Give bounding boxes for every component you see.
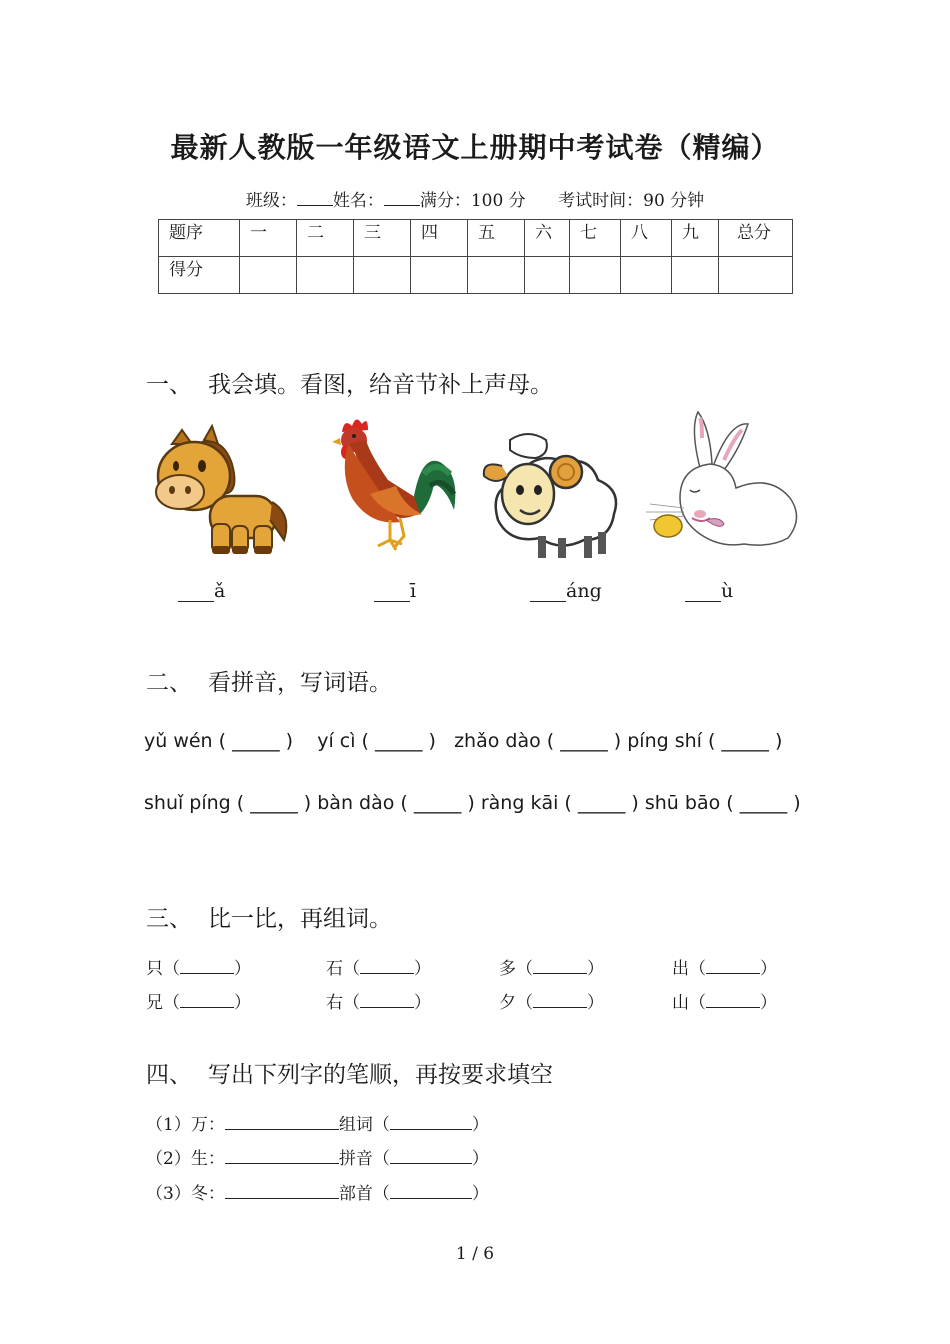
phonetic-final: áng (566, 580, 602, 602)
pinyin-item[interactable]: píng shí ( _____ ) (627, 730, 783, 752)
answer-line[interactable] (706, 959, 760, 974)
score-table-cell: 一 (240, 220, 297, 257)
compare-char: 多 (499, 959, 516, 979)
item-label: （2）生： (146, 1149, 225, 1169)
close-paren: ） (471, 1115, 489, 1135)
sheep-picture (480, 428, 622, 562)
section3-heading (146, 900, 392, 933)
name-label: 姓名： (332, 191, 384, 211)
section-number: 二、 (146, 670, 192, 696)
score-cell[interactable] (411, 257, 468, 294)
section1-heading (146, 366, 553, 399)
compare-item[interactable]: 多（ ） (499, 959, 604, 979)
class-label: 班级： (245, 191, 297, 211)
item-requirement: 拼音（ (338, 1149, 390, 1169)
phonetic-final: ī (410, 580, 417, 602)
name-blank (384, 191, 420, 206)
score-table-cell: 七 (570, 220, 621, 257)
pinyin-item[interactable]: yí cì ( _____ ) (317, 730, 436, 752)
compare-char: 出 (672, 959, 689, 979)
answer-line[interactable] (530, 583, 566, 602)
score-table-cell: 三 (354, 220, 411, 257)
score-cell[interactable] (621, 257, 672, 294)
pinyin-row-2 (144, 792, 801, 814)
score-table-cell: 六 (525, 220, 570, 257)
score-cell[interactable] (240, 257, 297, 294)
score-cell[interactable] (672, 257, 719, 294)
phonetic-final: ǎ (214, 580, 226, 602)
answer-line[interactable] (225, 1184, 339, 1199)
section-title: 看拼音，写词语。 (208, 670, 392, 696)
page-number: 1 / 6 (455, 1244, 495, 1264)
item-requirement: 组词（ (338, 1115, 390, 1135)
phonetic-blank-sheep[interactable] (530, 580, 602, 602)
score-table-header-row (159, 220, 793, 257)
pinyin-item[interactable]: shuǐ píng ( _____ ) (144, 792, 312, 814)
answer-line[interactable] (374, 583, 410, 602)
answer-line[interactable] (360, 993, 414, 1008)
section-number: 四、 (146, 1062, 192, 1088)
score-cell[interactable] (354, 257, 411, 294)
compare-char: 山 (672, 993, 689, 1013)
section2-heading (146, 664, 392, 697)
answer-line[interactable] (533, 993, 587, 1008)
pinyin-item[interactable]: zhǎo dào ( _____ ) (454, 730, 622, 752)
pinyin-row-1 (144, 730, 782, 752)
phonetic-blank-horse[interactable] (178, 580, 225, 602)
compare-char: 右 (326, 993, 343, 1013)
close-paren: ） (471, 1184, 489, 1204)
answer-line[interactable] (685, 583, 721, 602)
compare-item[interactable]: 夕（ ） (499, 993, 604, 1013)
stroke-order-item[interactable] (146, 1110, 489, 1135)
score-table-cell: 二 (297, 220, 354, 257)
score-table-cell: 四 (411, 220, 468, 257)
answer-line[interactable] (390, 1115, 472, 1130)
section-title: 写出下列字的笔顺，再按要求填空 (208, 1062, 553, 1088)
time-label: 考试时间：90 分钟 (558, 191, 705, 211)
score-table-cell: 八 (621, 220, 672, 257)
exam-info (0, 186, 950, 211)
answer-line[interactable] (180, 959, 234, 974)
score-table-cell: 总分 (719, 220, 793, 257)
score-table-cell: 五 (468, 220, 525, 257)
compare-item[interactable]: 右（ ） (326, 993, 431, 1013)
compare-char: 夕 (499, 993, 516, 1013)
item-label: （1）万： (146, 1115, 225, 1135)
answer-line[interactable] (390, 1149, 472, 1164)
score-table-cell: 九 (672, 220, 719, 257)
answer-line[interactable] (225, 1149, 339, 1164)
stroke-order-item[interactable] (146, 1144, 489, 1169)
answer-line[interactable] (706, 993, 760, 1008)
phonetic-blank-rabbit[interactable] (685, 580, 733, 602)
section-title: 比一比，再组词。 (208, 906, 392, 932)
horse-picture (152, 424, 294, 560)
item-requirement: 部首（ (338, 1184, 390, 1204)
section-title: 我会填。看图，给音节补上声母。 (208, 372, 553, 398)
score-table-score-row (159, 257, 793, 294)
pinyin-item[interactable]: shū bāo ( _____ ) (644, 792, 801, 814)
score-cell[interactable] (525, 257, 570, 294)
full-score-label: 满分：100 分 (419, 191, 526, 211)
stroke-order-item[interactable] (146, 1179, 489, 1204)
compare-char: 兄 (146, 993, 163, 1013)
score-cell[interactable] (468, 257, 525, 294)
compare-item[interactable]: 兄（ ） (146, 993, 251, 1013)
pinyin-item[interactable]: ràng kāi ( _____ ) (480, 792, 639, 814)
rooster-picture (330, 414, 460, 560)
answer-line[interactable] (180, 993, 234, 1008)
answer-line[interactable] (360, 959, 414, 974)
compare-char: 石 (326, 959, 343, 979)
section-number: 一、 (146, 372, 192, 398)
class-blank (297, 191, 333, 206)
compare-item[interactable]: 石（ ） (326, 959, 431, 979)
answer-line[interactable] (533, 959, 587, 974)
pinyin-item[interactable]: bàn dào ( _____ ) (317, 792, 475, 814)
item-label: （3）冬： (146, 1184, 225, 1204)
answer-line[interactable] (390, 1184, 472, 1199)
score-row-label: 得分 (159, 257, 240, 294)
compare-item[interactable]: 出（ ） (672, 959, 777, 979)
close-paren: ） (471, 1149, 489, 1169)
score-cell[interactable] (297, 257, 354, 294)
answer-line[interactable] (178, 583, 214, 602)
rabbit-picture (640, 408, 804, 552)
score-table-cell: 题序 (159, 220, 240, 257)
compare-item[interactable]: 山（ ） (672, 993, 777, 1013)
pinyin-item[interactable]: yǔ wén ( _____ ) (144, 730, 294, 752)
page-title: 最新人教版一年级语文上册期中考试卷（精编） (170, 131, 780, 164)
answer-line[interactable] (225, 1115, 339, 1130)
section-number: 三、 (146, 906, 192, 932)
compare-char: 只 (146, 959, 163, 979)
score-table (158, 219, 793, 294)
score-cell[interactable] (570, 257, 621, 294)
section4-heading (146, 1056, 553, 1089)
phonetic-blank-rooster[interactable] (374, 580, 416, 602)
score-cell[interactable] (719, 257, 793, 294)
compare-item[interactable]: 只（ ） (146, 959, 251, 979)
phonetic-final: ù (721, 580, 734, 602)
